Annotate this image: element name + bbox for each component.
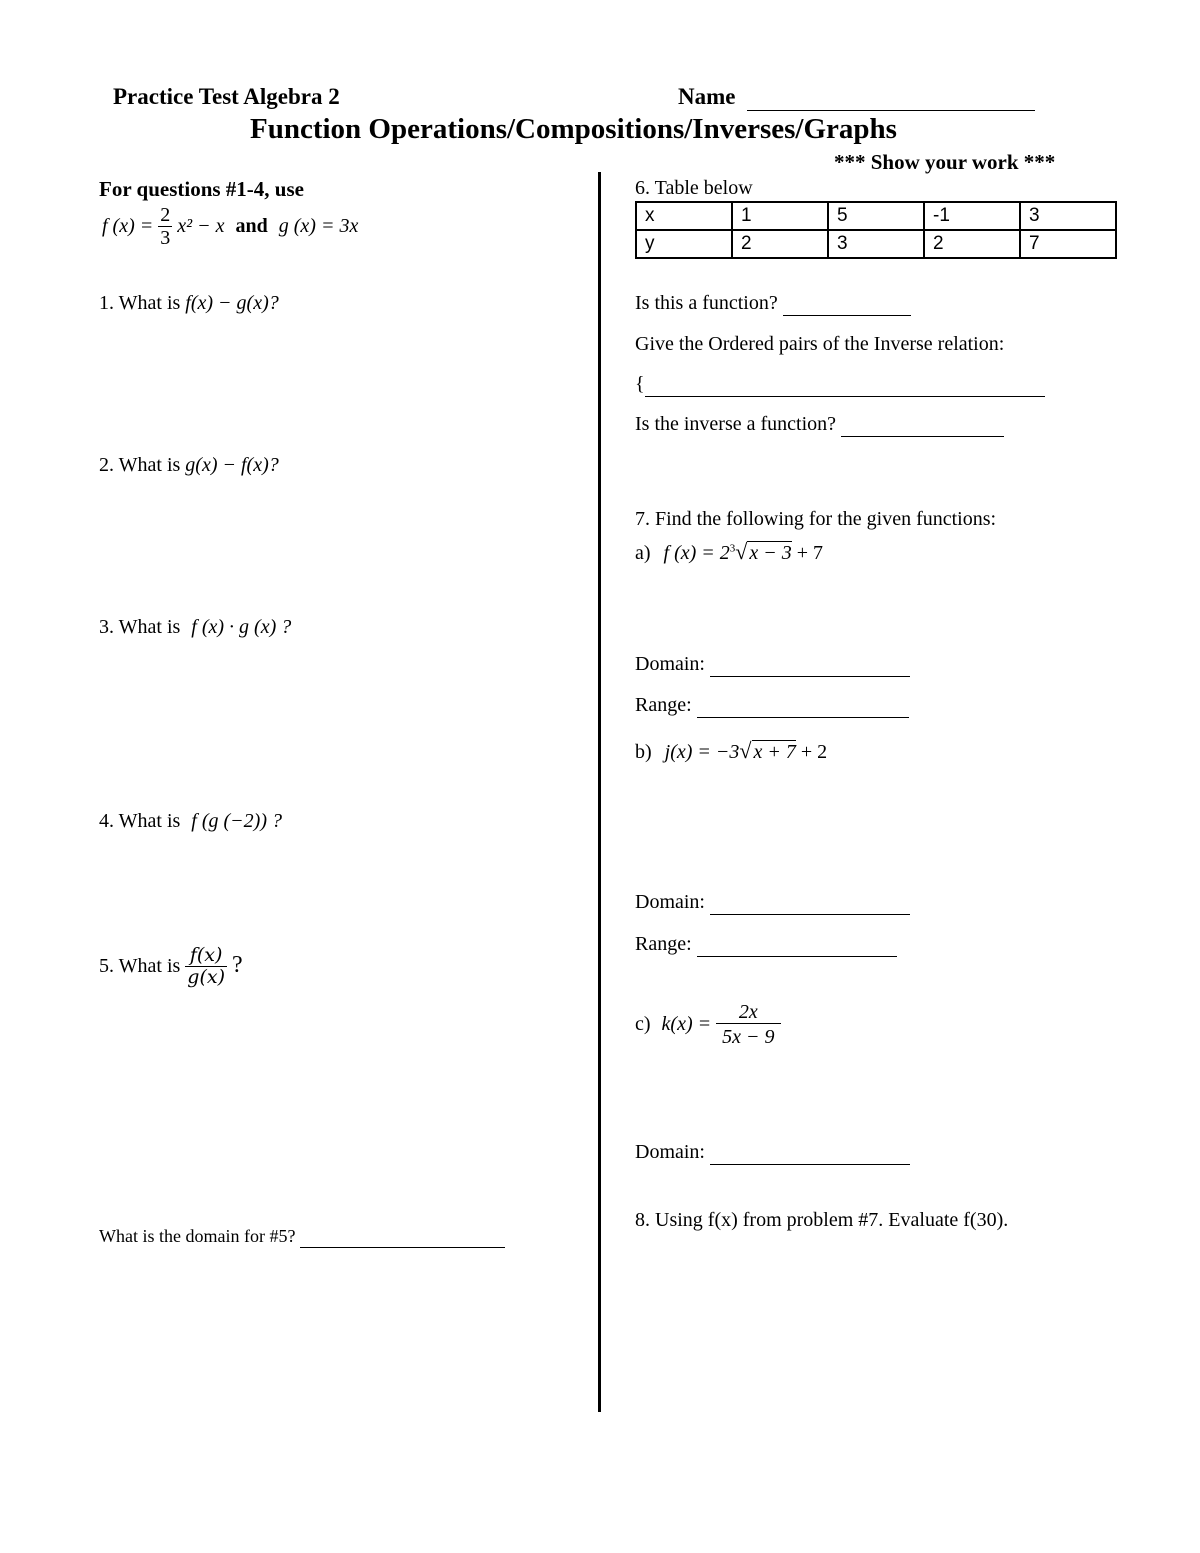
table-cell: x [636, 202, 732, 230]
brace: { [635, 373, 645, 395]
ordered-pairs-prompt: Give the Ordered pairs of the Inverse relation: [635, 333, 1005, 355]
q5-question-mark: ? [232, 951, 243, 978]
q7a-lhs: f (x) = 2 [663, 542, 730, 564]
question-7a [635, 539, 823, 565]
q5-numerator: f(x) [185, 946, 227, 967]
q7c-lhs: k(x) = [661, 1013, 712, 1036]
q7b-lhs: j(x) = −3 [664, 741, 740, 763]
table-cell: 3 [828, 230, 924, 258]
fx-numerator: 2 [160, 204, 171, 226]
q7c-domain-answer-line[interactable] [710, 1141, 910, 1165]
ordered-pairs-answer [635, 373, 1045, 397]
q7b-label: b) [635, 741, 652, 763]
domain5-answer-line[interactable] [300, 1226, 505, 1248]
test-title: Practice Test Algebra 2 [113, 84, 340, 109]
column-divider [598, 172, 601, 1412]
question-7-title: 7. Find the following for the given functions: [635, 508, 997, 530]
q7c-denominator: 5x − 9 [722, 1026, 775, 1048]
xy-table [635, 201, 1117, 259]
given-functions [102, 205, 358, 250]
q7c-label: c) [635, 1013, 651, 1036]
q7b-tail: + 2 [800, 741, 828, 763]
q7c-fraction [716, 1002, 780, 1049]
fx-fraction [158, 205, 172, 250]
q7a-range-answer-line[interactable] [697, 694, 909, 718]
page-subtitle: Function Operations/Compositions/Inverses/Graphs [250, 113, 897, 145]
q7a-root-index: 3 [729, 542, 736, 555]
q2-expression: g(x) − f(x)? [185, 454, 279, 476]
domain-question-5 [99, 1226, 505, 1248]
domain-label: Domain: [635, 891, 705, 913]
inverse-function-text: Is the inverse a function? [635, 413, 837, 435]
domain-label: Domain: [635, 653, 705, 675]
question-3 [99, 616, 291, 639]
name-input-line[interactable] [747, 84, 1035, 111]
q7a-range [635, 694, 909, 718]
domain-label: Domain: [635, 1141, 705, 1163]
question-5 [99, 946, 243, 989]
question-4 [99, 810, 282, 833]
q7b-range-answer-line[interactable] [697, 933, 897, 957]
q7c-numerator: 2x [716, 1002, 780, 1024]
q7c-domain [635, 1141, 910, 1165]
table-cell: 3 [1020, 202, 1116, 230]
is-function-text: Is this a function? [635, 292, 778, 314]
questions-intro: For questions #1-4, use [99, 177, 304, 201]
q2-text: 2. What is [99, 454, 181, 476]
q3-text: 3. What is [99, 616, 181, 638]
table-cell: y [636, 230, 732, 258]
q7a-radicand: x − 3 [749, 542, 792, 564]
q4-text: 4. What is [99, 810, 181, 832]
q3-expression: f (x) · g (x) ? [191, 616, 292, 638]
gx-definition: g (x) = 3x [278, 215, 359, 238]
question-7c [635, 1002, 781, 1049]
table-cell: 1 [732, 202, 828, 230]
fx-lhs: f (x) = [102, 215, 154, 238]
range-label: Range: [635, 694, 692, 716]
domain5-text: What is the domain for #5? [99, 1226, 296, 1246]
q5-text: 5. What is [99, 954, 181, 977]
q7b-range [635, 933, 897, 957]
q7b-domain [635, 891, 910, 915]
q7a-domain-answer-line[interactable] [710, 653, 910, 677]
table-cell: 2 [732, 230, 828, 258]
question-7b [635, 738, 827, 764]
table-cell: -1 [924, 202, 1020, 230]
question-6-title: 6. Table below [635, 177, 753, 199]
table-cell: 7 [1020, 230, 1116, 258]
inverse-function-question [635, 413, 1004, 437]
table-row-x [636, 202, 1116, 230]
table-cell: 5 [828, 202, 924, 230]
is-function-question [635, 292, 911, 316]
q4-expression: f (g (−2)) ? [191, 810, 282, 832]
q7a-label: a) [635, 542, 651, 564]
fx-denominator: 3 [160, 227, 171, 249]
question-2 [99, 454, 279, 477]
question-1 [99, 292, 279, 315]
name-label-text: Name [678, 84, 736, 109]
table-cell: 2 [924, 230, 1020, 258]
fx-tail: x² − x [177, 215, 225, 238]
q7a-tail: + 7 [796, 542, 824, 564]
q7a-domain [635, 653, 910, 677]
q1-expression: f(x) − g(x)? [185, 292, 279, 314]
radical-sign-icon: √ [735, 539, 748, 564]
show-work-note: *** Show your work *** [834, 150, 1056, 174]
q1-text: 1. What is [99, 292, 181, 314]
radical-sign-icon: √ [739, 738, 752, 763]
ordered-pairs-answer-line[interactable] [645, 373, 1045, 397]
range-label: Range: [635, 933, 692, 955]
question-8: 8. Using f(x) from problem #7. Evaluate f(30). [635, 1209, 1009, 1231]
is-function-answer-line[interactable] [783, 292, 911, 316]
q7b-domain-answer-line[interactable] [710, 891, 910, 915]
name-label [678, 84, 1035, 111]
q5-fraction [185, 946, 227, 989]
q5-denominator: g(x) [187, 965, 225, 988]
and-word: and [235, 215, 268, 238]
inverse-function-answer-line[interactable] [841, 413, 1004, 437]
table-row-y [636, 230, 1116, 258]
q7b-radicand: x + 7 [753, 741, 796, 763]
